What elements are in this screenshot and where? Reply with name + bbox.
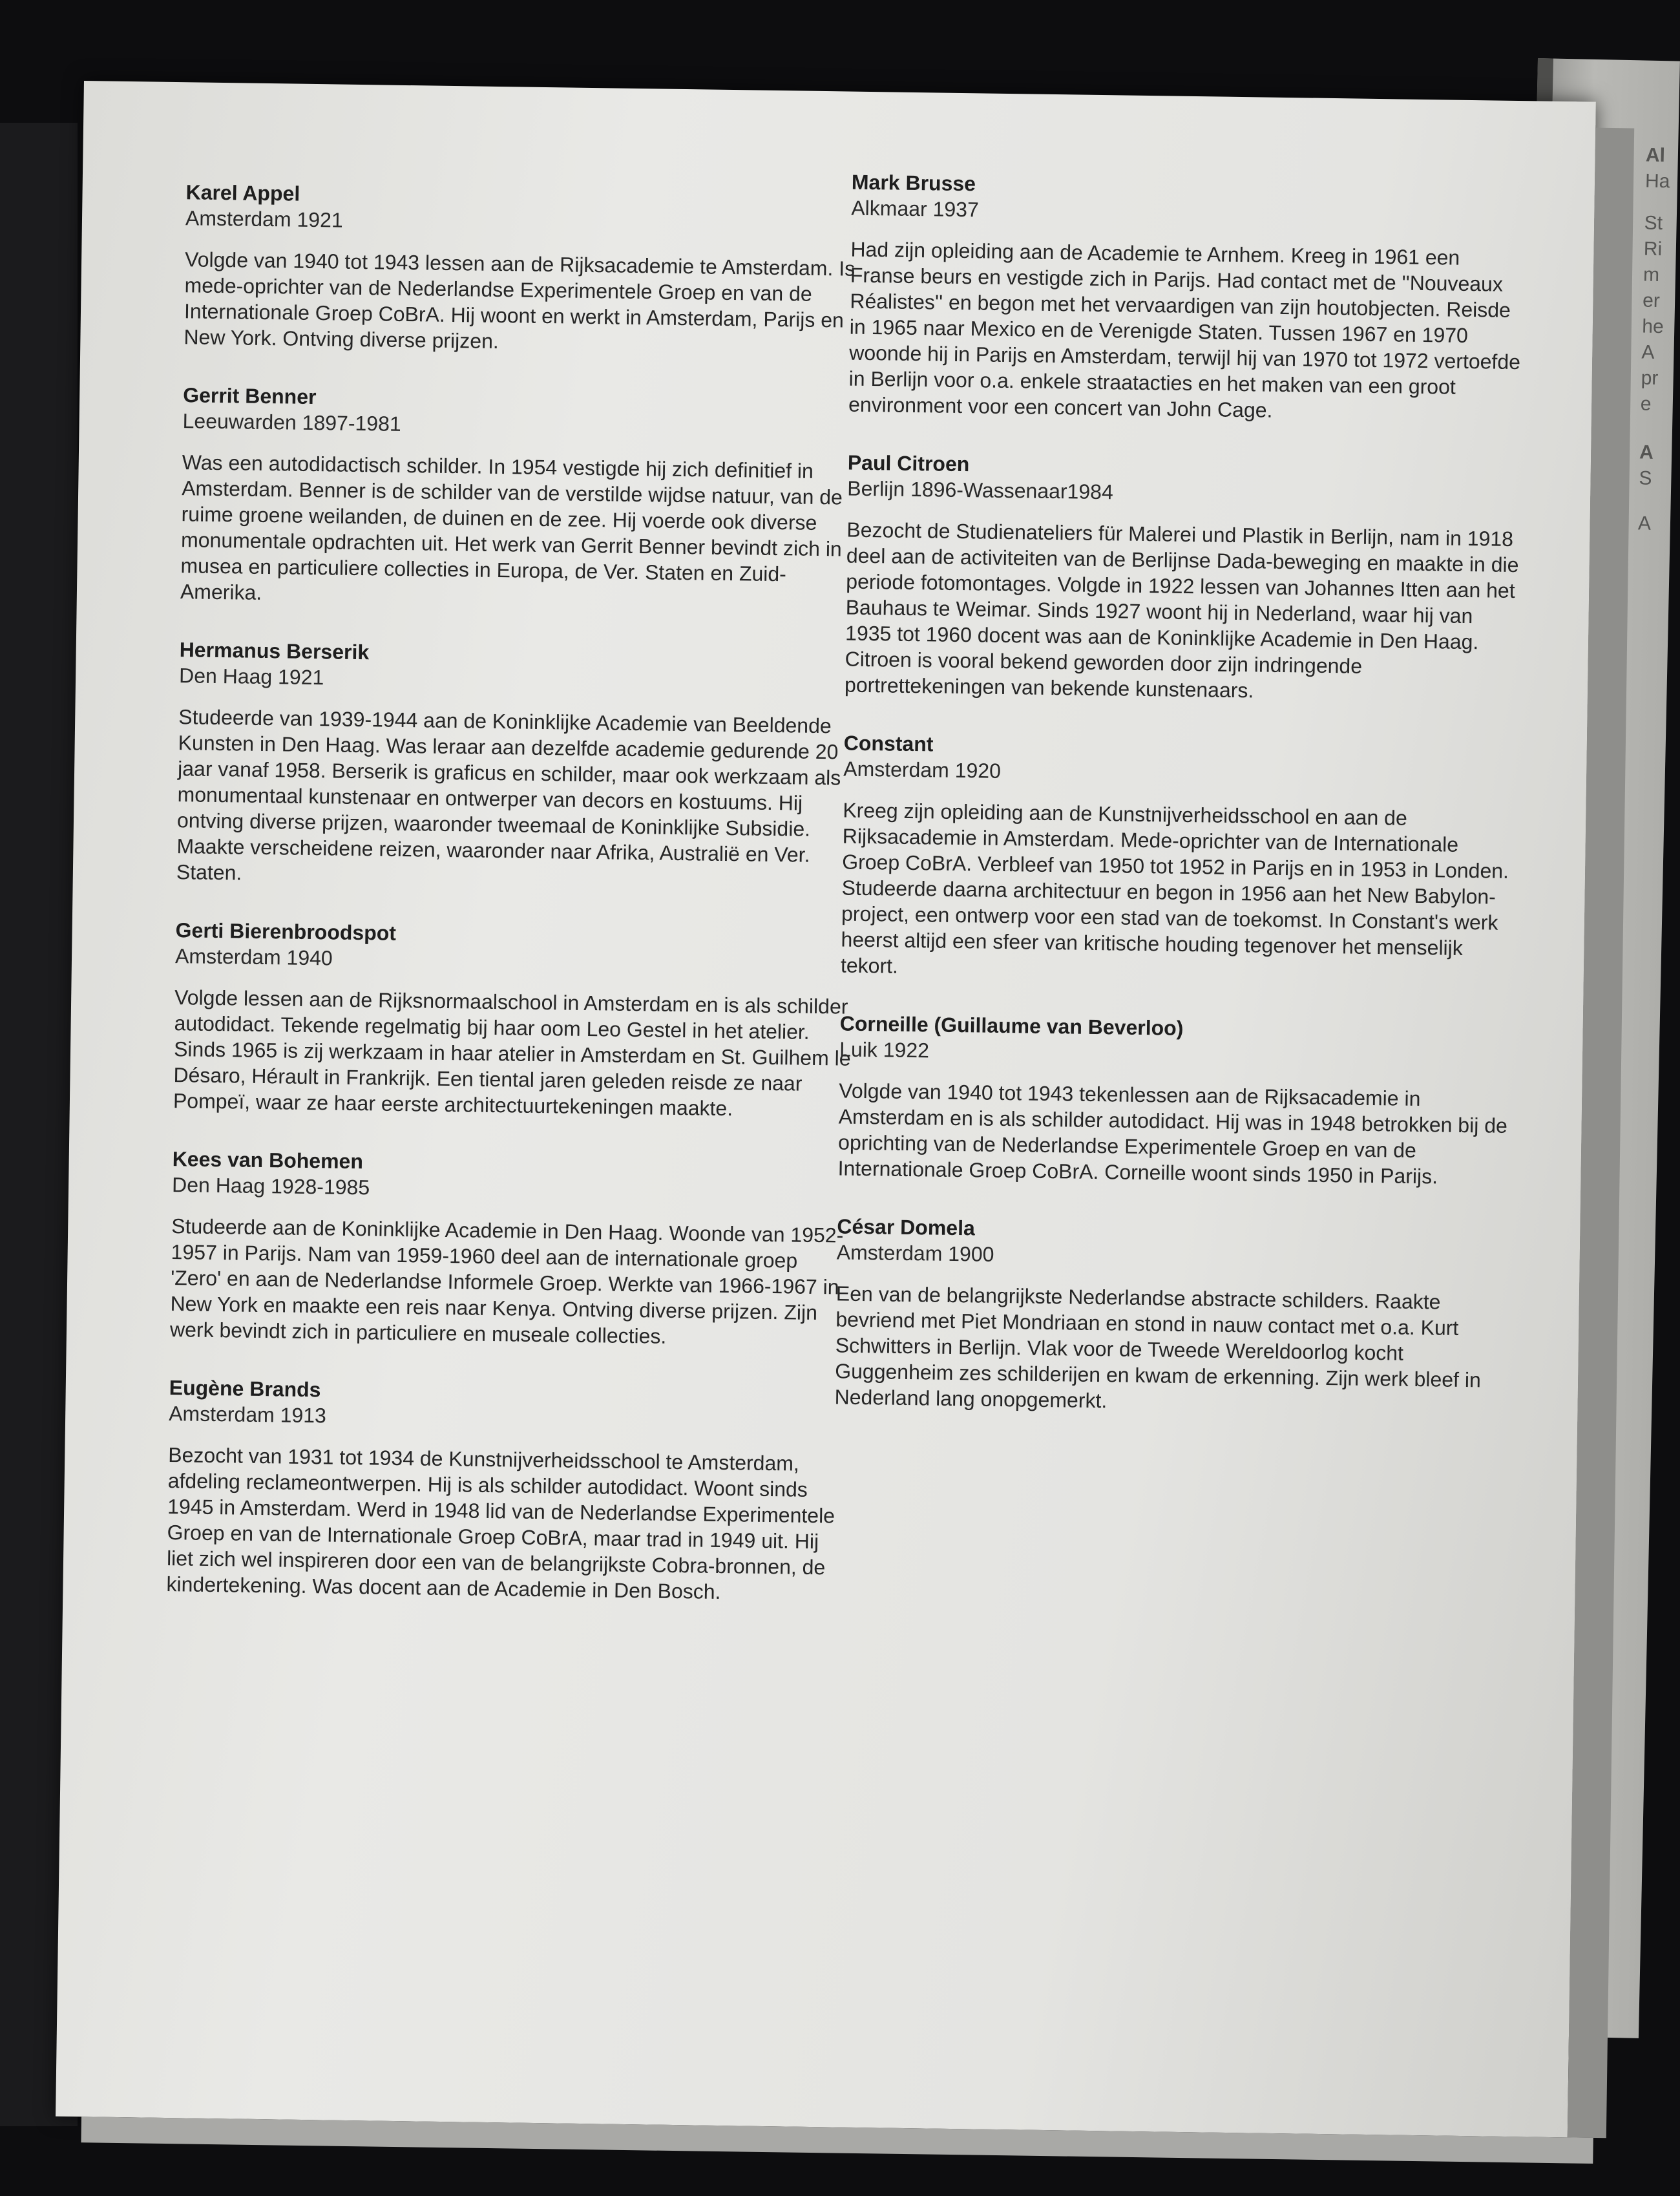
artist-entry [837,1010,1518,1190]
artist-name: Constant [843,731,934,756]
left-column [166,179,865,1638]
artist-bio: Was een autodidactisch schilder. In 1954 vestigde hij zich definitief in Amsterdam. Benner is de schilder van de verstilde wijdse natuur, van de ruime groene weilanden, de duinen en de zee. Hij voerde ook diverse monumentale opdrachten uit. Het werk van Gerrit Benner bevindt zich in musea en particuliere collecties in Europa, de Ver. Staten en Zuid-Amerika. [180,450,843,604]
artist-name: Hermanus Berserik [179,638,370,664]
artist-entry [184,179,865,359]
artist-birthplace: Berlijn 1896-Wassenaar1984 [847,476,1114,504]
artist-bio: Bezocht van 1931 tot 1934 de Kunstnijverheidsschool te Amsterdam, afdeling reclameontwerpen. Hij is als schilder autodidact. Woont sinds 1945 in Amsterdam. Werd in 1948 lid van de Nederlandse Experimentele Groep en van de Internationale Groep CoBrA, maar trad in 1949 uit. Hij liet zich wel inspireren door een van de belangrijkste Cobra-bronnen, de kindertekening. Was docent aan de Academie in Den Bosch. [166,1443,835,1603]
artist-birthplace: Den Haag 1921 [178,664,324,690]
artist-entry [170,1146,851,1352]
artist-birthplace: Amsterdam 1920 [843,757,1002,783]
right-column [834,169,1530,1452]
artist-bio: Studeerde aan de Koninklijke Academie in Den Haag. Woonde van 1952-1957 in Parijs. Nam van 1959-1960 deel aan de internationale groep 'Zero' en aan de Nederlandse Informele Groep. Werkte van 1966-1967 in New York en maakte een reis naar Kenya. Ontving diverse prijzen. Zijn werk bevindt zich in particuliere en museale collecties. [169,1214,844,1348]
adjacent-page-fragment: A [1639,441,1654,463]
artist-bio: Volgde lessen aan de Rijksnormaalschool in Amsterdam en is als schilder autodidact. Tekende regelmatig bij haar oom Leo Gestel in het atelier. Sinds 1965 is zij werkzaam in haar atelier in Amsterdam en St. Guilhem le Désaro, Hérault in Frankrijk. Een tiental jaren geleden reisde ze naar Pompeï, waar ze haar eerste architectuurtekeningen maakte. [173,986,851,1121]
adjacent-page-fragment: A [1637,512,1652,534]
artist-name: Gerrit Benner [182,383,317,409]
artist-entry [845,450,1526,708]
artist-name: Karel Appel [185,180,300,206]
artist-birthplace: Den Haag 1928-1985 [171,1173,370,1199]
artist-bio: Bezocht de Studienateliers für Malerei und Plastik in Berlijn, nam in 1918 deel aan de activiteiten van de Berlijnse Dada-beweging en maakte in die periode fotomontages. Volgde in 1922 lessen van Johannes Itten aan het Bauhaus te Weimar. Sinds 1927 woont hij in Nederland, waar hij van 1935 tot 1960 docent was aan de Koninklijke Academie in Den Haag. Citroen is vooral bekend geworden door zijn indringende portrettekeningen van bekende kunstenaars. [844,518,1519,702]
artist-name: Mark Brusse [851,170,976,196]
artist-entry [166,1375,848,1607]
artist-name: César Domela [837,1214,976,1240]
artist-name: Eugène Brands [169,1376,321,1402]
artist-bio: Studeerde van 1939-1944 aan de Koninklijke Academie van Beeldende Kunsten in Den Haag. Was leraar aan dezelfde academie gedurende 20 jaar vanaf 1958. Berserik is graficus en schilder, maar ook werkzaam als monumentaal kunstenaar en ontwerper van decors en kostuums. Hij ontving diverse prijzen, waaronder tweemaal de Koninklijke Subsidie. Maakte verscheidene reizen, waaronder naar Afrika, Australië en Ver. Staten. [176,705,841,885]
adjacent-page-fragment: S [1639,467,1652,489]
artist-birthplace: Amsterdam 1940 [174,944,333,970]
artist-bio: Een van de belangrijkste Nederlandse abstracte schilders. Raakte bevriend met Piet Mondriaan en stond in nauw contact met o.a. Kurt Schwitters in Berlijn. Vlak voor de Tweede Wereldoorlog kocht Guggenheim zes schilderijen en kwam de erkenning. Zijn werk bleef in Nederland lang onopgemerkt. [834,1282,1482,1413]
artist-birthplace: Luik 1922 [839,1037,930,1062]
artist-entry [841,730,1522,988]
adjacent-page-fragment: er [1642,290,1661,312]
adjacent-page-fragment: e [1640,393,1652,415]
artist-entry [173,917,854,1123]
adjacent-page-fragment: St [1644,212,1663,235]
artist-bio: Had zijn opleiding aan de Academie te Arnhem. Kreeg in 1961 een Franse beurs en vestigde zich in Parijs. Had contact met de ''Nouveaux Réalistes'' en begon met het vervaardigen van zijn houtobjecten. Reisde in 1965 naar Mexico en de Verenigde Staten. Tussen 1967 en 1970 woonde hij in Parijs en Amsterdam, terwijl hij van 1970 tot 1972 vertoefde in Berlijn voor o.a. enkele straatacties en het maken van een groot environment voor een concert van John Cage. [848,237,1521,422]
adjacent-page-fragment: m [1643,264,1660,286]
artist-birthplace: Amsterdam 1921 [185,206,343,232]
artist-birthplace: Leeuwarden 1897-1981 [182,409,401,436]
artist-entry [180,382,862,614]
adjacent-page-fragment: Ri [1643,238,1663,260]
book-page [56,81,1596,2137]
artist-birthplace: Amsterdam 1913 [168,1402,327,1428]
artist-birthplace: Alkmaar 1937 [851,196,980,222]
artist-bio: Kreeg zijn opleiding aan de Kunstnijverheidsschool en aan de Rijksacademie in Amsterdam. Mede-oprichter van de Internationale Groep CoBrA. Verbleef van 1950 tot 1952 in Parijs en in 1953 in Londen. Studeerde daarna architectuur en begon in 1956 aan het New Babylon-project, een ontwerp voor een stad van de toekomst. In Constant's werk heerst altijd een sfeer van kritische houding tegenover het menselijk tekort. [840,798,1509,978]
adjacent-page-fragment: Ha [1644,170,1670,193]
artist-entry [848,169,1530,427]
artist-name: Kees van Bohemen [172,1147,364,1174]
adjacent-page-fragment: Al [1645,144,1666,167]
artist-name: Gerti Bierenbroodspot [175,918,397,945]
artist-bio: Volgde van 1940 tot 1943 tekenlessen aan de Rijksacademie in Amsterdam en is als schilder autodidact. Hij was in 1948 betrokken bij de oprichting van de Nederlandse Experimentele Groep en van de Internationale Groep CoBrA. Corneille woont sinds 1950 in Parijs. [837,1079,1508,1188]
page-bottom-edge [81,2117,1593,2164]
artist-bio: Volgde van 1940 tot 1943 lessen aan de Rijksacademie te Amsterdam. Is mede-oprichter van de Nederlandse Experimentele Groep en van de Internationale Groep CoBrA. Hij woont en werkt in Amsterdam, Parijs en New York. Ontving diverse prijzen. [184,248,856,353]
artist-entry [834,1213,1515,1419]
adjacent-page-fragment: he [1641,315,1664,338]
artist-name: Paul Citroen [847,450,970,476]
adjacent-page-fragment: pr [1641,367,1659,390]
artist-birthplace: Amsterdam 1900 [836,1240,994,1266]
artist-name: Corneille (Guillaume van Beverloo) [839,1011,1184,1040]
adjacent-page-fragment: A [1641,341,1655,363]
artist-entry [176,637,858,894]
